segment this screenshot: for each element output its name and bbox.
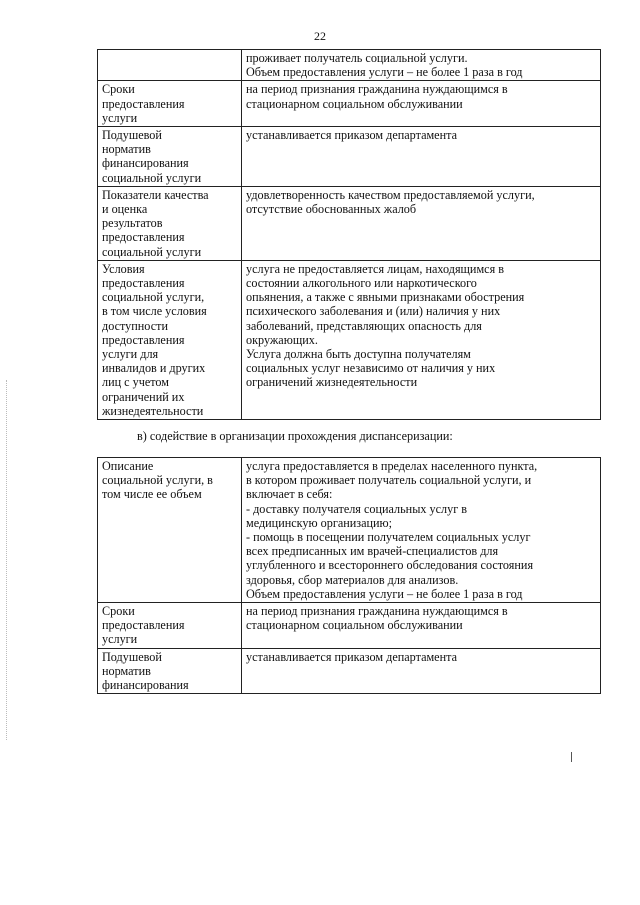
value-line: окружающих. [246, 332, 318, 347]
row-label-cell [98, 648, 242, 694]
table-row [98, 260, 601, 419]
value-line: углубленного и всестороннего обследования состояния [246, 558, 534, 573]
label-line: социальной услуги [102, 244, 202, 259]
label-line: финансирования [102, 156, 189, 171]
value-line: включает в себя: [246, 487, 333, 502]
label-line: ограничений их [102, 389, 185, 404]
value-line: - доставку получателя социальных услуг в [246, 501, 467, 516]
scan-edge-marks [6, 380, 8, 740]
value-line: устанавливается приказом департамента [246, 649, 458, 664]
label-line: Условия [102, 261, 145, 276]
value-line: - помощь в посещении получателем социальных услуг [246, 530, 531, 545]
value-line: состоянии алкогольного или наркотического [246, 276, 477, 291]
value-line: в котором проживает получатель социальной услуги, и [246, 473, 532, 488]
value-line: услуга не предоставляется лицам, находящимся в [246, 261, 504, 276]
value-line: опьянения, а также с явными признаками обострения [246, 290, 525, 305]
label-line: лиц с учетом [102, 375, 170, 390]
row-value-cell [242, 603, 601, 649]
label-line: Подушевой [102, 128, 162, 143]
row-value-cell [242, 260, 601, 419]
label-line: результатов [102, 216, 163, 231]
value-line: Услуга должна быть доступна получателям [246, 347, 471, 362]
value-line: проживает получатель социальной услуги. [246, 51, 468, 65]
value-line: Объем предоставления услуги – не более 1 раза в год [246, 65, 523, 80]
label-line: Сроки [102, 604, 135, 619]
row-value-cell [242, 50, 601, 81]
page-number: 22 [314, 29, 326, 43]
value-line: стационарном социальном обслуживании [246, 96, 463, 111]
label-line: Показатели качества [102, 187, 209, 202]
value-line: на период признания гражданина нуждающимся в [246, 604, 508, 619]
value-line: услуга предоставляется в пределах населенного пункта, [246, 459, 538, 473]
label-line: доступности [102, 318, 168, 333]
label-line: и оценка [102, 202, 148, 217]
row-value-cell [242, 186, 601, 260]
value-line: заболеваний, представляющих опасность для [246, 318, 482, 333]
label-line: норматив [102, 663, 151, 678]
label-line: инвалидов и других [102, 361, 206, 376]
row-label-cell [98, 458, 242, 603]
table-row [98, 127, 601, 187]
label-line: социальной услуги, в [102, 473, 213, 488]
value-line: здоровья, сбор материалов для анализов. [246, 572, 459, 587]
table-body [98, 458, 601, 694]
label-line: в том числе условия [102, 304, 207, 319]
row-value-cell [242, 81, 601, 127]
row-value-cell [242, 648, 601, 694]
table-row [98, 81, 601, 127]
value-line: социальных услуг независимо от наличия у них [246, 361, 496, 376]
label-line: жизнедеятельности [102, 403, 204, 418]
label-line: услуги [102, 110, 138, 125]
table-row [98, 50, 601, 81]
table-row [98, 458, 601, 603]
label-line: финансирования [102, 678, 189, 693]
table-row [98, 603, 601, 649]
value-line: медицинскую организацию; [246, 515, 393, 530]
value-line: удовлетворенность качеством предоставляемой услуги, [246, 187, 535, 202]
row-value-cell [242, 127, 601, 187]
row-label-cell [98, 603, 242, 649]
value-line: Объем предоставления услуги – не более 1 раза в год [246, 586, 523, 601]
label-line: предоставления [102, 96, 185, 111]
value-line: стационарном социальном обслуживании [246, 618, 463, 633]
row-label-cell [98, 81, 242, 127]
label-line: норматив [102, 142, 151, 157]
value-line: психического заболевания и (или) наличия у них [246, 304, 501, 319]
subsection-title: в) содействие в организации прохождения диспансеризации: [137, 429, 453, 443]
value-line: на период признания гражданина нуждающимся в [246, 82, 508, 97]
label-line: предоставления [102, 332, 185, 347]
margin-mark [571, 752, 572, 762]
label-line: социальной услуги, [102, 290, 205, 305]
label-line: услуги для [102, 347, 159, 362]
value-line: ограничений жизнедеятельности [246, 375, 418, 390]
services-table-dispensary [97, 457, 601, 694]
label-line: услуги [102, 632, 138, 647]
label-line: социальной услуги [102, 170, 202, 185]
row-value-cell [242, 458, 601, 603]
row-label-cell [98, 50, 242, 81]
label-line: Сроки [102, 82, 135, 97]
value-line: всех предписанных им врачей-специалистов для [246, 544, 499, 559]
value-line: отсутствие обоснованных жалоб [246, 202, 417, 217]
label-line: предоставления [102, 276, 185, 291]
table-body [98, 50, 601, 420]
services-table-continued [97, 49, 601, 420]
label-line: предоставления [102, 618, 185, 633]
label-line: Подушевой [102, 649, 162, 664]
label-line: предоставления [102, 230, 185, 245]
label-line: том числе ее объем [102, 487, 202, 502]
table-row [98, 186, 601, 260]
label-line: Описание [102, 459, 154, 473]
row-label-cell [98, 186, 242, 260]
table-row [98, 648, 601, 694]
row-label-cell [98, 127, 242, 187]
row-label-cell [98, 260, 242, 419]
value-line: устанавливается приказом департамента [246, 128, 458, 143]
